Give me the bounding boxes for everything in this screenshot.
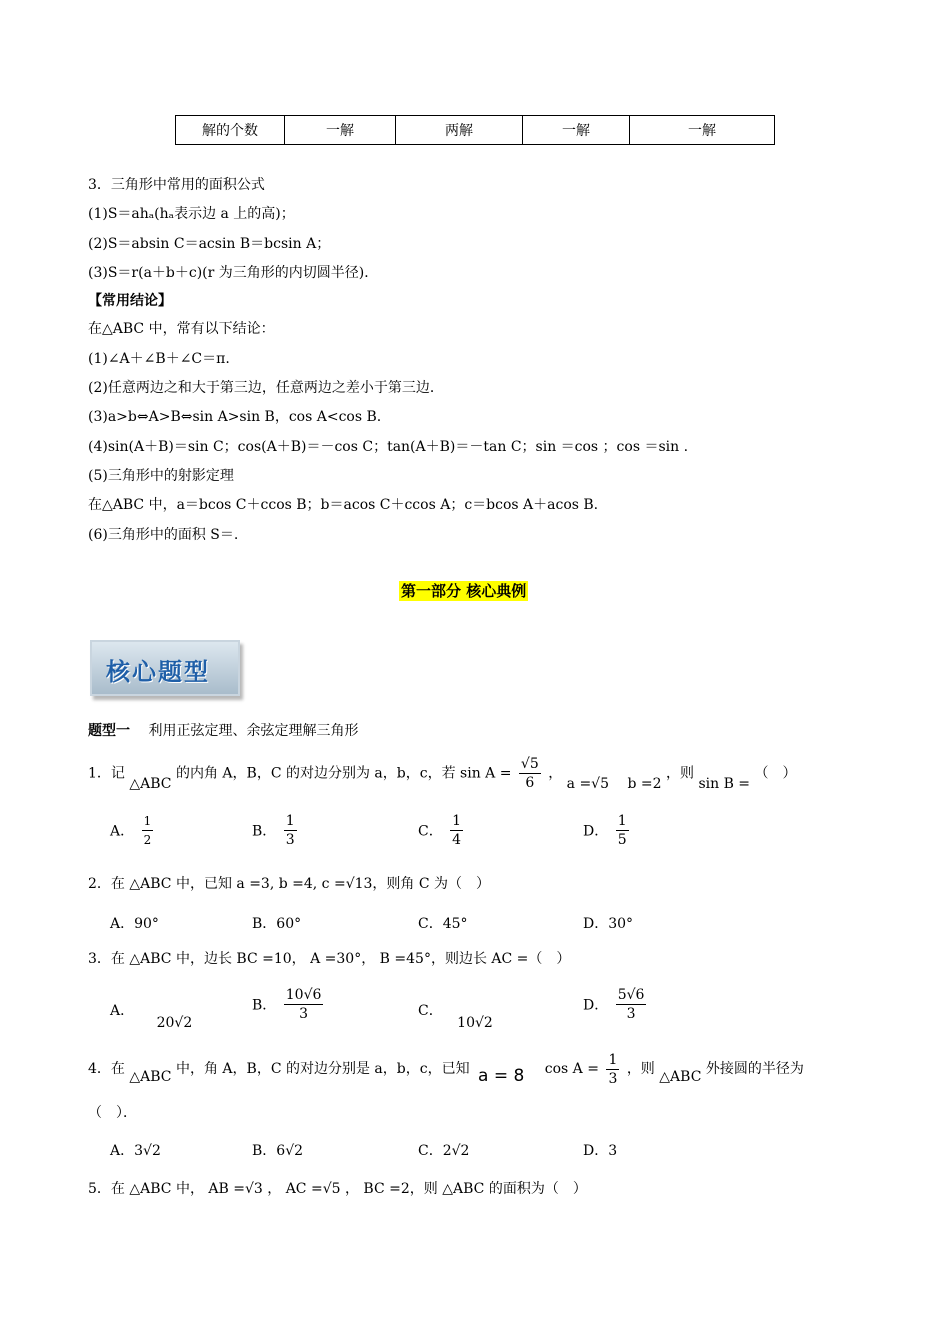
- conclusion-intro: 在△ABC 中，常有以下结论：: [88, 321, 275, 337]
- option-denominator: 4: [452, 832, 462, 848]
- q1-paren: （ ）: [754, 765, 797, 782]
- q1-text: 的内角 A，B，C 的对边分别为 a，b，c，若: [175, 765, 456, 782]
- option-label: C．: [418, 1003, 443, 1019]
- q3-option-c[interactable]: [418, 1000, 493, 1031]
- q2-option-c[interactable]: C．45°: [418, 916, 468, 932]
- question-2: 2．在 △ABC 中，已知 a =3, b =4, c =√13，则角 C 为（ ）: [88, 876, 491, 892]
- option-label: C．: [418, 823, 443, 840]
- q3-option-b[interactable]: [252, 986, 326, 1023]
- table-cell: 一解: [285, 116, 396, 145]
- option-denominator: 3: [285, 832, 295, 848]
- conclusion-3: (3)a>b⇔A>B⇔sin A>sin B，cos A<cos B.: [88, 409, 382, 425]
- option-numerator: 1: [617, 813, 627, 829]
- q1-triangle: △ABC: [129, 775, 172, 792]
- q4-option-b[interactable]: B．6√2: [252, 1143, 304, 1159]
- q1-fraction: [519, 755, 541, 792]
- option-numerator: 1: [285, 813, 295, 829]
- banner-text: 核心题型: [106, 657, 210, 686]
- option-label: A．: [110, 1003, 135, 1019]
- q4-option-d[interactable]: D．3: [583, 1143, 618, 1159]
- q1-comma: ，: [548, 765, 563, 782]
- q4-text-2: 外接圆的半径为: [705, 1061, 804, 1077]
- q1-sinb: sin B =: [698, 775, 751, 792]
- q4-triangle: △ABC: [129, 1069, 172, 1085]
- conclusion-6: (6)三角形中的面积 S＝.: [88, 527, 239, 543]
- q1-numerator: √5: [520, 756, 539, 772]
- conclusion-5: (5)三角形中的射影定理: [88, 468, 234, 484]
- question-5: 5．在 △ABC 中， AB =√3 ， AC =√5 ， BC =2，则 △ABC 的面积为（ ）: [88, 1181, 587, 1197]
- question-3: 3．在 △ABC 中，边长 BC =10， A =30°， B =45°，则边长 AC =（ ）: [88, 951, 571, 967]
- q2-option-d[interactable]: D．30°: [583, 916, 634, 932]
- option-fraction: [142, 812, 154, 849]
- q1-denominator: 6: [525, 775, 535, 791]
- area-title: 3．三角形中常用的面积公式: [88, 177, 265, 193]
- option-label: D．: [583, 823, 609, 840]
- q3-option-a[interactable]: [110, 1000, 193, 1031]
- q4-cos: cos A =: [544, 1061, 599, 1077]
- table-cell: 两解: [396, 116, 523, 145]
- q1-option-c[interactable]: [418, 812, 466, 849]
- option-fraction: [450, 812, 463, 849]
- q1-a-value: a =√5: [566, 775, 610, 792]
- question-1: [88, 755, 797, 792]
- table-row: [176, 116, 775, 145]
- type-label: 题型一: [88, 723, 130, 739]
- q4-number: 4．在: [88, 1061, 125, 1077]
- option-label: B．: [252, 823, 277, 840]
- table-cell: 一解: [630, 116, 775, 145]
- table-cell: 一解: [523, 116, 630, 145]
- option-value: 10√2: [457, 1015, 493, 1031]
- area-formula-1: (1)S＝ahₐ(hₐ表示边 a 上的高)；: [88, 206, 295, 222]
- q4-option-a[interactable]: A．3√2: [110, 1143, 161, 1159]
- table-cell: 解的个数: [176, 116, 285, 145]
- conclusion-4: (4)sin(A＋B)＝sin C；cos(A＋B)＝－cos C；tan(A＋B)＝－tan C；sin ＝cos ；cos ＝sin .: [88, 439, 689, 455]
- q4-denominator: 3: [608, 1070, 618, 1087]
- option-value: 20√2: [156, 1015, 193, 1031]
- q4-fraction: [606, 1051, 619, 1088]
- option-numerator: 10√6: [285, 987, 322, 1003]
- section-title: 第一部分 核心典例: [401, 582, 527, 600]
- option-numerator: 1: [452, 813, 462, 829]
- option-label: D．: [583, 997, 609, 1014]
- option-numerator: 1: [142, 812, 154, 831]
- question-4: [88, 1050, 804, 1088]
- q4-numerator: 1: [608, 1051, 618, 1068]
- option-fraction: [616, 986, 647, 1023]
- option-fraction: [284, 812, 297, 849]
- q4-paren: （ ）．: [88, 1105, 137, 1121]
- q1-number: 1．记: [88, 765, 125, 782]
- option-denominator: 2: [143, 833, 152, 847]
- area-formula-2: (2)S＝absin C＝acsin B＝bcsin A；: [88, 236, 331, 252]
- q2-option-b[interactable]: B．60°: [252, 916, 302, 932]
- option-fraction: [616, 812, 629, 849]
- q4-then: ，则: [626, 1061, 655, 1077]
- area-formula-3: (3)S＝r(a＋b＋c)(r 为三角形的内切圆半径)．: [88, 265, 379, 281]
- q3-option-d[interactable]: [583, 986, 649, 1023]
- q1-then: ，则: [665, 765, 694, 782]
- core-banner: [90, 640, 240, 696]
- type-heading: [88, 722, 358, 740]
- q4-a-value: a = 8: [478, 1066, 525, 1086]
- option-denominator: 5: [617, 832, 627, 848]
- q2-option-a[interactable]: A．90°: [110, 916, 159, 932]
- option-fraction: [284, 986, 324, 1023]
- conclusion-5-detail: 在△ABC 中，a＝bcos C＋ccos B；b＝acos C＋ccos A；c＝bcos A＋acos B.: [88, 497, 599, 513]
- q4-option-c[interactable]: C．2√2: [418, 1143, 470, 1159]
- option-denominator: 3: [299, 1006, 309, 1022]
- option-label: A．: [110, 823, 135, 840]
- q4-text: 中，角 A，B，C 的对边分别是 a，b，c，已知: [175, 1061, 470, 1077]
- conclusion-1: (1)∠A＋∠B＋∠C＝π.: [88, 351, 230, 367]
- q1-option-d[interactable]: [583, 812, 632, 849]
- q1-option-a[interactable]: [110, 812, 156, 849]
- conclusion-2: (2)任意两边之和大于第三边，任意两边之差小于第三边．: [88, 380, 444, 396]
- option-label: B．: [252, 997, 277, 1014]
- type-title: 利用正弦定理、余弦定理解三角形: [148, 723, 359, 739]
- option-numerator: 5√6: [617, 987, 645, 1003]
- q1-option-b[interactable]: [252, 812, 300, 849]
- q1-sin: sin A =: [460, 765, 512, 782]
- conclusions-heading: 【常用结论】: [88, 293, 172, 309]
- solution-count-table: [175, 115, 775, 145]
- q1-b-value: b =2: [627, 775, 662, 792]
- option-denominator: 3: [626, 1006, 636, 1022]
- q4-triangle-2: △ABC: [659, 1069, 702, 1085]
